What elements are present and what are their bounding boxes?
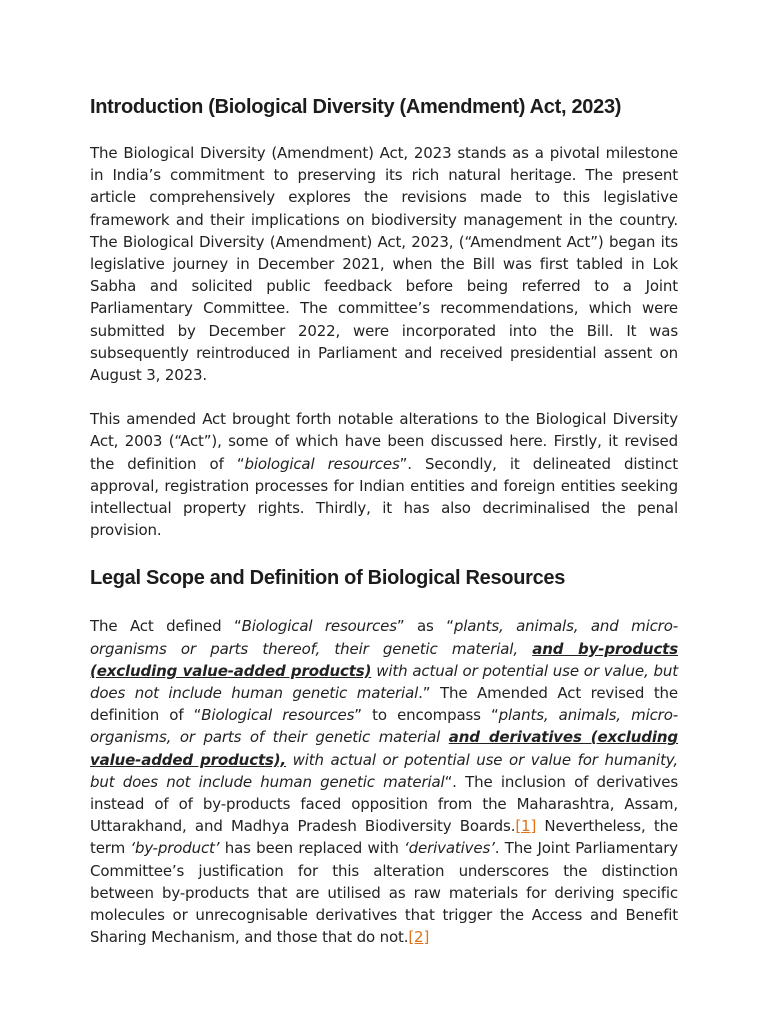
emphasis-underlined: and derivatives (excluding value-added products),	[90, 728, 678, 769]
text-run: Nevertheless, the term	[90, 817, 679, 858]
text-run: has been replaced with	[219, 839, 405, 858]
footnote-link-1[interactable]: [1]	[515, 817, 537, 836]
italic-term: Biological resources	[201, 706, 355, 725]
intro-heading: Introduction (Biological Diversity (Amendment) Act, 2023)	[90, 96, 622, 118]
text-run: ” to encompass “	[354, 706, 499, 725]
emphasis-underlined: and by-products (excluding value-added products)	[90, 639, 678, 680]
article-body	[90, 92, 678, 949]
text-run: . The Joint Parliamentary Committee’s justification for this alteration underscores the distinction between by-products that are utilised as raw materials for deriving specific molecules or unrecognisable derivatives that trigger the Access and Benefit Sharing Mechanism, and those that do not.	[90, 839, 678, 947]
italic-quote: with actual or potential use or value for humanity, but does not include human genetic material	[90, 750, 678, 791]
text-run: “. The inclusion of derivatives instead of of by-products faced opposition from the Maharashtra, Assam, Uttarakhand, and Madhya Pradesh Biodiversity Boards.	[90, 772, 679, 836]
intro-paragraph-1: The Biological Diversity (Amendment) Act, 2023 stands as a pivotal milestone in India’s commitment to preserving its rich natural heritage. The present article comprehensively explores the revisions made to this legislative framework and their implications on biodiversity management in the country. The Biological Diversity (Amendment) Act, 2023, (“Amendment Act”) began its legislative journey in December 2021, when the Bill was first tabled in Lok Sabha and solicited public feedback before being referred to a Joint Parliamentary Committee. The committee’s recommendations, which were submitted by December 2022, were incorporated into the Bill. It was subsequently reintroduced in Parliament and received presidential assent on August 3, 2023.	[90, 144, 678, 385]
italic-term: ‘by-product’	[130, 839, 220, 858]
text-run: ” as “	[396, 617, 454, 636]
legal-scope-paragraph	[90, 615, 678, 948]
italic-term: ‘derivatives’	[404, 839, 495, 858]
text-run: ”. Secondly, it delineated distinct approval, registration processes for Indian entities and foreign entities seeking intellectual property rights. Thirdly, it has also decriminalised the penal provision.	[90, 454, 678, 540]
italic-term: biological resources	[244, 454, 400, 473]
legal-scope-heading: Legal Scope and Definition of Biological Resources	[90, 567, 566, 590]
intro-paragraph-2	[90, 408, 678, 541]
text-run: .” The Amended Act revised the definition of “	[90, 684, 678, 725]
italic-quote: plants, animals, and micro-organisms or parts thereof, their genetic material,	[90, 617, 678, 658]
footnote-link-2[interactable]: [2]	[408, 928, 430, 947]
italic-quote: with actual or potential use or value, but does not include human genetic material	[90, 661, 678, 703]
text-run: This amended Act brought forth notable alterations to the Biological Diversity Act, 2003 (“Act”), some of which have been discussed here. Firstly, it revised the definition of “	[90, 410, 678, 473]
italic-quote: plants, animals, micro-organisms, or parts of their genetic material	[90, 706, 678, 747]
italic-term: Biological resources	[241, 617, 397, 636]
text-run: The Act defined “	[90, 617, 242, 636]
